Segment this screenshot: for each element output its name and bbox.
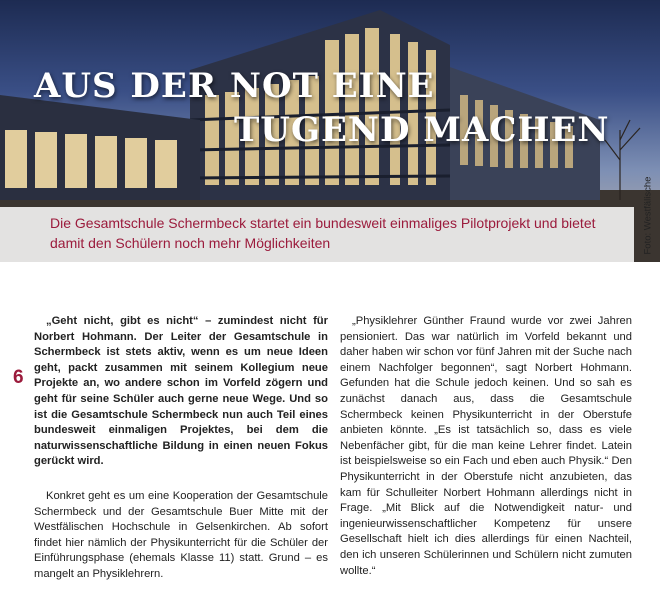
headline-line-2: TUGEND MACHEN [234,110,610,150]
lead-paragraph: „Geht nicht, gibt es nicht“ – zumindest nicht für Norbert Hohmann. Der Leiter der Gesamtschule in Schermbeck ist stets aktiv, wenn es um neue Ideen geht, packt zusammen mit seinem Kollegium neue Projekte an, wo andere schon im Vorfeld zögern und geht für seine Schüler auch gerne neue Wege. Und so ist die Gesamtschule Schermbeck nun auch Teil eines bundesweit einmaligen Projektes, bei dem die naturwissenschaftliche Bildung in einen neuen Fokus gerückt wird. [34,315,328,468]
photo-credit [636,176,660,262]
page-number: 6 [13,367,24,388]
photo-credit-text: Foto: Westfälische [642,176,654,255]
left-column [34,314,328,583]
headline-line-1: AUS DER NOT EINE [34,66,435,106]
body-paragraph-left: Konkret geht es um eine Kooperation der Gesamtschule Schermbeck und der Gesamtschule Buer Mitte mit der Westfälischen Hochschule in Gelsenkirchen. Ab sofort findet hier nämlich der Physikunterricht für die Schüler der Einführungsphase (ehemals Klasse 11) statt. Grund – es mangelt an Physiklehrern. [34,489,328,580]
right-column [340,314,632,579]
body-paragraph-right: „Physiklehrer Günther Fraund wurde vor zwei Jahren pensioniert. Das war natürlich im Vorfeld bekannt und daher haben wir schon vor fünf Jahren mit der Suche nach einem Nachfolger begonnen“, sagt Norbert Hohmann. Gefunden hat die Schule jedoch keinen. Und so sah es zunächst danach aus, dass die Gesamtschule Schermbeck keinen Physikunterricht in der Oberstufe anbieten könnte. „Es ist tatsächlich so, dass es viele Nebenfächer gibt, für die man keine Lehrer findet. Latein ist beispielsweise so ein Fach und eben auch Physik.“ Den Physikunterricht in der Oberstufe nicht anzubieten, das kam für Schulleiter Norbert Hohmann allerdings nicht in Frage. „Mit Blick auf die Notwendigkeit natur- und ingenieurwissenschaftlicher Kompetenz für unsere Gesellschaft hielt ich dies allerdings für einen Nachteil, den ich unseren Schülerinnen und Schülern nicht zumuten wollte.“ [340,315,632,577]
subtitle: Die Gesamtschule Schermbeck startet ein bundesweit einmaliges Pilotprojekt und bietet damit den Schülern noch mehr Möglichkeiten [50,215,596,251]
